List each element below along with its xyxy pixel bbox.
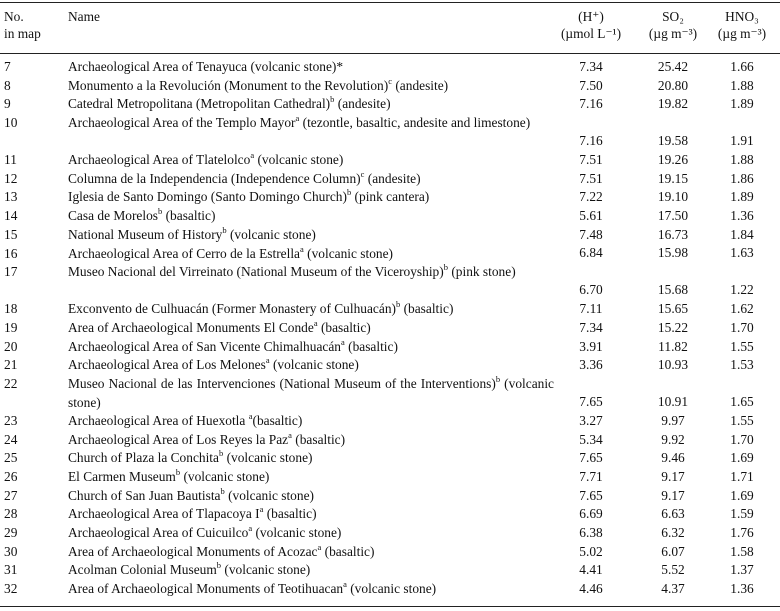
site-material-text: (volcanic stone) xyxy=(303,245,394,261)
so2-value: 15.68 xyxy=(657,282,689,298)
row-number: 30 xyxy=(4,543,18,559)
table-row xyxy=(0,356,780,375)
row-number: 7 xyxy=(4,59,11,74)
so2-value: 9.17 xyxy=(661,468,685,484)
site-name-text: Area of Archaeological Monuments of Acozac xyxy=(68,543,318,559)
site-name xyxy=(68,375,554,412)
site-material-text: (basaltic) xyxy=(317,319,371,335)
table-row xyxy=(0,226,780,245)
so2-value: 9.92 xyxy=(661,431,685,447)
h-ion-value: 4.41 xyxy=(579,562,603,578)
table-row xyxy=(0,524,780,543)
site-name xyxy=(68,505,554,524)
site-name xyxy=(68,170,554,189)
site-name-text: Archaeological Area of Tenayuca (volcanic stone)* xyxy=(68,59,344,74)
site-name-text: Archaeological Area of Cuicuilco xyxy=(68,525,249,541)
site-material-text: (volcanic stone) xyxy=(226,226,316,242)
site-material-text: (basaltic) xyxy=(291,431,346,447)
so2-value: 15.65 xyxy=(657,301,689,317)
site-name xyxy=(68,338,554,357)
hno3-value: 1.62 xyxy=(730,301,754,317)
site-name-text: Archaeological Area of Los Reyes la Paz xyxy=(68,431,289,447)
footnote-marker: b xyxy=(495,373,501,384)
hno3-value: 1.37 xyxy=(730,562,754,578)
table-row xyxy=(0,505,780,524)
h-ion-value: 6.84 xyxy=(579,245,603,261)
site-name-text: Archaeological Area of Huexotla xyxy=(68,412,249,428)
site-name-text: Church of San Juan Bautista xyxy=(68,487,221,503)
header-hno3-line2: (µg m⁻³) xyxy=(717,26,767,41)
so2-value: 16.73 xyxy=(657,226,689,242)
row-number: 28 xyxy=(4,506,18,522)
h-ion-value: 7.34 xyxy=(579,319,603,335)
site-name xyxy=(68,245,554,264)
so2-value: 4.37 xyxy=(661,581,685,597)
table-row xyxy=(0,207,780,226)
site-name xyxy=(68,524,554,543)
header-h-line2: (µmol L⁻¹) xyxy=(560,26,622,41)
site-name-text: Church of Plaza la Conchita xyxy=(68,450,219,466)
site-material-text: (volcanic stone) xyxy=(252,525,342,541)
h-ion-value: 6.38 xyxy=(579,525,603,541)
footnote-marker: b xyxy=(222,224,227,235)
site-material-text: (andesite) xyxy=(364,170,421,186)
hno3-value: 1.70 xyxy=(730,431,754,447)
hno3-value: 1.89 xyxy=(730,96,754,112)
header-name-label: Name xyxy=(68,9,100,24)
so2-value: 19.26 xyxy=(657,152,689,168)
so2-value: 17.50 xyxy=(657,208,689,224)
site-material-text: (basaltic) xyxy=(321,543,375,559)
so2-value: 6.07 xyxy=(661,543,685,559)
site-name xyxy=(68,431,554,450)
table-bottom-rule xyxy=(0,606,780,607)
so2-value: 5.52 xyxy=(661,562,685,578)
so2-value: 25.42 xyxy=(657,58,689,74)
h-ion-value: 5.34 xyxy=(579,431,603,447)
row-number: 12 xyxy=(4,170,18,186)
hno3-value: 1.66 xyxy=(730,58,754,74)
footnote-marker: a xyxy=(295,113,300,124)
site-name-text: Exconvento de Culhuacán (Former Monastery of Culhuacán) xyxy=(68,301,396,317)
table-row xyxy=(0,170,780,189)
footnote-marker: a xyxy=(248,523,253,534)
table-row xyxy=(0,412,780,431)
footnote-marker: a xyxy=(340,336,345,347)
hno3-value: 1.36 xyxy=(730,208,754,224)
footnote-marker: b xyxy=(220,485,225,496)
site-material-text: (pink cantera) xyxy=(351,189,430,205)
site-name-text: Archaeological Area of the Templo Mayor xyxy=(68,115,296,131)
hno3-value: 1.59 xyxy=(730,506,754,522)
hno3-value: 1.36 xyxy=(730,581,754,597)
header-so2-line2: (µg m⁻³) xyxy=(648,26,698,41)
site-material-text: (basaltic) xyxy=(162,208,216,224)
hno3-value: 1.91 xyxy=(730,133,754,149)
row-number: 21 xyxy=(4,357,18,373)
site-name-text: Archaeological Area of Los Melones xyxy=(68,357,266,373)
hno3-value: 1.84 xyxy=(730,226,754,242)
so2-value: 9.46 xyxy=(661,450,685,466)
site-name xyxy=(68,95,554,114)
site-name-text: Archaeological Area of Tlapacoya I xyxy=(68,506,260,522)
so2-value: 19.82 xyxy=(657,96,689,112)
site-name-text: National Museum of History xyxy=(68,226,223,242)
footnote-marker: a xyxy=(248,410,253,421)
row-number: 23 xyxy=(4,412,18,428)
site-name xyxy=(68,188,554,207)
table-row xyxy=(0,58,780,77)
site-material-text: (andesite) xyxy=(392,77,449,93)
h-ion-value: 3.91 xyxy=(579,338,603,354)
header-number-line2: in map xyxy=(4,26,41,41)
hno3-value: 1.88 xyxy=(730,77,754,93)
so2-value: 15.22 xyxy=(657,319,689,335)
h-ion-value: 4.46 xyxy=(579,581,603,597)
footnote-marker: a xyxy=(317,541,322,552)
table-row xyxy=(0,77,780,96)
h-ion-value: 7.65 xyxy=(579,487,603,503)
row-number: 19 xyxy=(4,319,18,335)
header-number xyxy=(4,8,41,42)
site-name-text: Archaeological Area of Cerro de la Estrella xyxy=(68,245,300,261)
so2-value: 15.98 xyxy=(657,245,689,261)
footnote-marker: a xyxy=(300,243,304,254)
site-material-text: (volcanic stone) xyxy=(180,469,270,484)
hno3-value: 1.89 xyxy=(730,189,754,205)
so2-value: 6.63 xyxy=(661,506,685,522)
site-name-text: Museo Nacional de las Intervenciones (National Museum of the Interventions) xyxy=(68,375,496,391)
header-rule xyxy=(0,53,780,54)
hno3-value: 1.63 xyxy=(730,245,754,261)
so2-value: 9.97 xyxy=(661,412,685,428)
row-number: 25 xyxy=(4,450,18,466)
site-name xyxy=(68,543,554,562)
row-number: 29 xyxy=(4,525,18,541)
hno3-value: 1.86 xyxy=(730,170,754,186)
site-material-text: (volcanic stone) xyxy=(269,357,359,373)
site-material-text: (basaltic) xyxy=(400,301,454,317)
so2-value: 9.17 xyxy=(661,487,685,503)
table-row xyxy=(0,319,780,338)
site-name-text: Area of Archaeological Monuments El Conde xyxy=(68,319,314,335)
row-number: 22 xyxy=(4,375,18,391)
footnote-marker: c xyxy=(388,75,392,86)
row-number: 10 xyxy=(4,115,18,131)
site-material-text: (basaltic) xyxy=(263,506,317,522)
footnote-marker: b xyxy=(158,206,163,217)
hno3-value: 1.58 xyxy=(730,543,754,559)
footnote-marker: b xyxy=(443,262,448,273)
table-body xyxy=(0,58,780,599)
site-name xyxy=(68,412,554,431)
table-row xyxy=(0,263,780,300)
hno3-value: 1.76 xyxy=(730,525,754,541)
h-ion-value: 5.61 xyxy=(579,208,603,224)
site-name xyxy=(68,114,554,133)
footnote-marker: b xyxy=(216,560,222,571)
site-name-text: El Carmen Museum xyxy=(68,469,176,484)
site-material-text: (volcanic stone) xyxy=(223,450,313,466)
footnote-marker: b xyxy=(218,448,224,459)
h-ion-value: 7.22 xyxy=(579,189,603,205)
site-name xyxy=(68,468,554,487)
site-name xyxy=(68,77,554,96)
site-name xyxy=(68,226,554,245)
hno3-value: 1.69 xyxy=(730,450,754,466)
row-number: 14 xyxy=(4,208,18,224)
h-ion-value: 7.65 xyxy=(579,394,603,410)
h-ion-value: 7.16 xyxy=(579,96,603,112)
header-h-ion xyxy=(555,8,627,42)
hno3-value: 1.70 xyxy=(730,319,754,335)
site-name xyxy=(68,449,554,468)
so2-value: 19.58 xyxy=(657,133,689,149)
h-ion-value: 7.16 xyxy=(579,133,603,149)
site-name xyxy=(68,151,554,170)
header-name xyxy=(68,8,100,25)
row-number: 18 xyxy=(4,301,18,317)
table-row xyxy=(0,375,780,412)
so2-value: 19.15 xyxy=(657,170,689,186)
hno3-value: 1.55 xyxy=(730,338,754,354)
row-number: 26 xyxy=(4,469,18,484)
footnote-marker: a xyxy=(313,317,318,328)
header-hno3 xyxy=(709,8,775,42)
table-row xyxy=(0,300,780,319)
h-ion-value: 7.11 xyxy=(579,301,603,317)
h-ion-value: 5.02 xyxy=(579,543,603,559)
footnote-marker: a xyxy=(288,429,292,440)
table-row xyxy=(0,188,780,207)
row-number: 11 xyxy=(4,152,17,168)
site-material-text: (volcanic stone) xyxy=(221,562,311,578)
site-name xyxy=(68,207,554,226)
so2-value: 10.91 xyxy=(657,394,689,410)
hno3-value: 1.69 xyxy=(730,487,754,503)
h-ion-value: 7.48 xyxy=(579,226,603,242)
footnote-marker: b xyxy=(346,187,352,198)
row-number: 32 xyxy=(4,581,18,597)
row-number: 9 xyxy=(4,96,11,112)
site-material-text: (pink stone) xyxy=(447,264,516,280)
site-material-text: (volcanic stone) xyxy=(224,487,314,503)
footnote-marker: a xyxy=(265,355,270,366)
table-row xyxy=(0,468,780,487)
h-ion-value: 6.69 xyxy=(579,506,603,522)
site-name-text: Museo Nacional del Virreinato (National Museum of the Viceroyship) xyxy=(68,264,444,280)
row-number: 8 xyxy=(4,77,11,93)
site-name-text: Acolman Colonial Museum xyxy=(68,562,217,578)
table-row xyxy=(0,151,780,170)
footnote-marker: a xyxy=(259,504,264,515)
table-row xyxy=(0,543,780,562)
table-row xyxy=(0,487,780,506)
h-ion-value: 3.27 xyxy=(579,412,603,428)
site-material-text: (tezontle, basaltic, andesite and limestone) xyxy=(299,115,531,131)
site-name-text: Archaeological Area of Tlatelolco xyxy=(68,152,251,168)
h-ion-value: 7.51 xyxy=(579,152,603,168)
h-ion-value: 7.50 xyxy=(579,77,603,93)
site-name xyxy=(68,300,554,319)
site-name xyxy=(68,561,554,580)
site-name-text: Archaeological Area of San Vicente Chimalhuacán xyxy=(68,338,341,354)
table-top-rule xyxy=(0,2,780,3)
header-so2 xyxy=(638,8,708,42)
footnote-marker: b xyxy=(330,94,335,105)
so2-value: 19.10 xyxy=(657,189,689,205)
so2-value: 6.32 xyxy=(661,525,685,541)
row-number: 20 xyxy=(4,338,18,354)
site-name-text: Columna de la Independencia (Independence Column) xyxy=(68,170,361,186)
site-material-text: (basaltic) xyxy=(344,338,398,354)
site-name xyxy=(68,487,554,506)
h-ion-value: 6.70 xyxy=(579,282,603,298)
hno3-value: 1.22 xyxy=(730,282,754,298)
table-row xyxy=(0,114,780,151)
site-material-text: (basaltic) xyxy=(252,412,303,428)
row-number: 31 xyxy=(4,562,18,578)
h-ion-value: 7.34 xyxy=(579,58,603,74)
header-so2-line1: SO₂ xyxy=(662,9,684,24)
site-name xyxy=(68,319,554,338)
header-hno3-line1: HNO₃ xyxy=(725,9,759,24)
site-name-text: Catedral Metropolitana (Metropolitan Cathedral) xyxy=(68,96,331,112)
site-name xyxy=(68,263,554,282)
site-name xyxy=(68,58,554,77)
table-row xyxy=(0,338,780,357)
header-h-line1: (H⁺) xyxy=(578,9,604,24)
row-number: 16 xyxy=(4,245,18,261)
site-material-text: (andesite) xyxy=(334,96,391,112)
row-number: 24 xyxy=(4,431,18,447)
site-name-text: Area of Archaeological Monuments of Teotihuacan xyxy=(68,581,344,597)
h-ion-value: 3.36 xyxy=(579,357,603,373)
table-row xyxy=(0,431,780,450)
h-ion-value: 7.71 xyxy=(579,468,603,484)
site-name xyxy=(68,356,554,375)
so2-value: 11.82 xyxy=(658,338,688,354)
row-number: 15 xyxy=(4,226,18,242)
header-number-line1: No. xyxy=(4,9,24,24)
hno3-value: 1.53 xyxy=(730,357,754,373)
row-number: 27 xyxy=(4,487,18,503)
hno3-value: 1.71 xyxy=(730,468,754,484)
table-row xyxy=(0,449,780,468)
table-row xyxy=(0,580,780,599)
table-row xyxy=(0,245,780,264)
site-name-text: Casa de Morelos xyxy=(68,208,158,224)
h-ion-value: 7.51 xyxy=(579,170,603,186)
h-ion-value: 7.65 xyxy=(579,450,603,466)
site-material-text: (volcanic stone) xyxy=(68,375,554,410)
hno3-value: 1.65 xyxy=(730,394,754,410)
table-row xyxy=(0,95,780,114)
footnote-marker: a xyxy=(250,150,255,161)
footnote-marker: a xyxy=(343,579,347,590)
so2-value: 20.80 xyxy=(657,77,689,93)
footnote-marker: b xyxy=(395,299,401,310)
table-row xyxy=(0,561,780,580)
row-number: 17 xyxy=(4,264,18,280)
footnote-marker: c xyxy=(360,168,365,179)
so2-value: 10.93 xyxy=(657,357,689,373)
site-material-text: (volcanic stone) xyxy=(346,581,437,597)
hno3-value: 1.88 xyxy=(730,152,754,168)
site-name-text: Iglesia de Santo Domingo (Santo Domingo Church) xyxy=(68,189,347,205)
site-name xyxy=(68,580,554,599)
row-number: 13 xyxy=(4,189,18,205)
footnote-marker: b xyxy=(175,467,181,478)
hno3-value: 1.55 xyxy=(730,412,754,428)
site-name-text: Monumento a la Revolución (Monument to the Revolution) xyxy=(68,77,389,93)
site-material-text: (volcanic stone) xyxy=(254,152,344,168)
